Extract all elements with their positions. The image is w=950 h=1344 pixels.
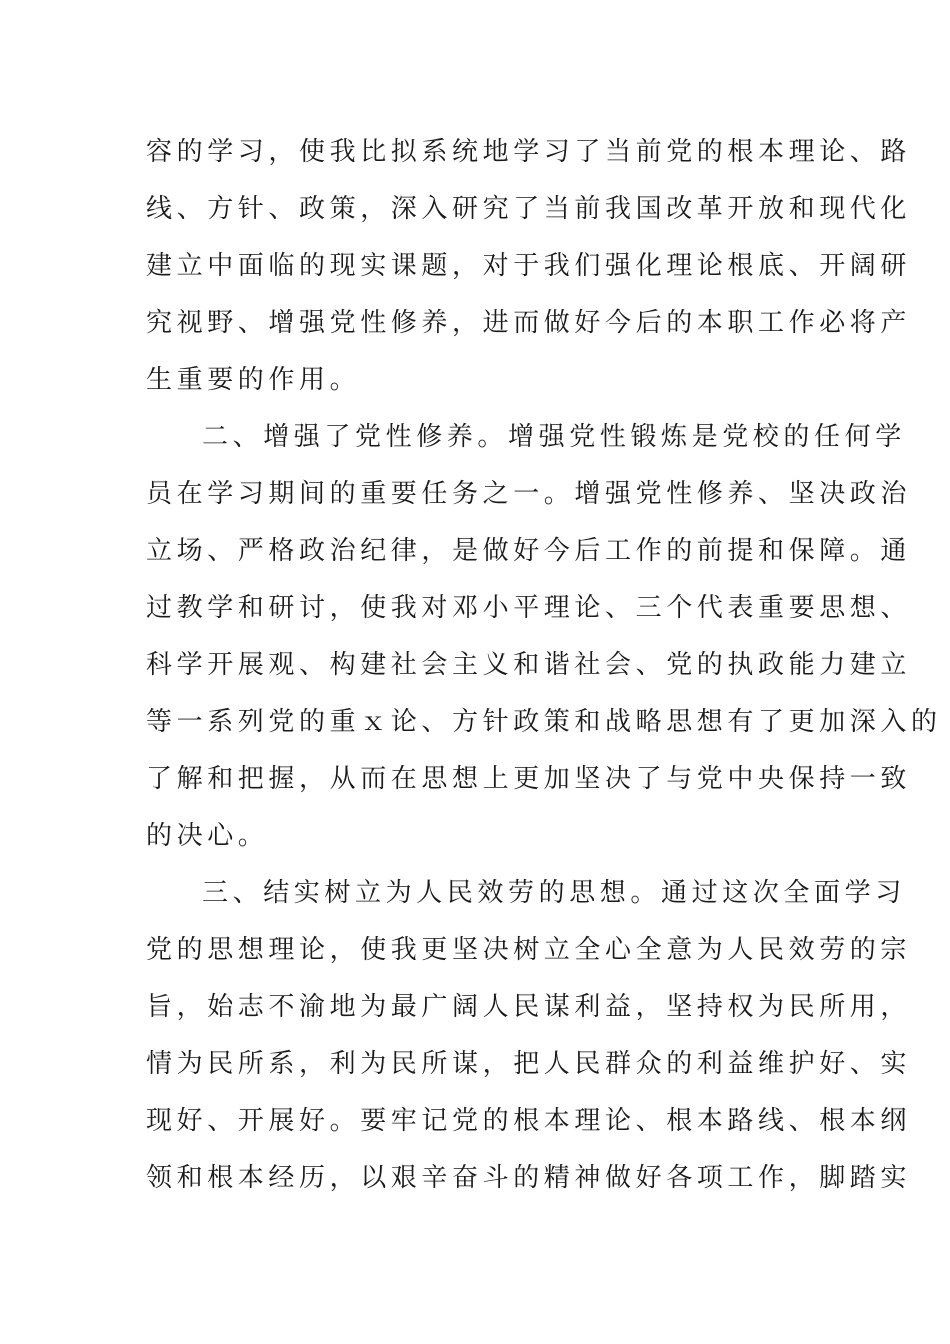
text-line: 等一系列党的重ｘ论、方针政策和战略思想有了更加深入的	[146, 707, 942, 737]
paragraph-two	[146, 409, 942, 865]
text-line-first: 二、增强了党性修养。增强党性锻炼是党校的任何学	[202, 422, 906, 452]
text-line: 生重要的作用。	[146, 365, 361, 395]
text-line: 过教学和研讨，使我对邓小平理论、三个代表重要思想、	[146, 593, 912, 623]
text-line-first: 三、结实树立为人民效劳的思想。通过这次全面学习	[202, 878, 906, 908]
text-line: 容的学习，使我比拟系统地学习了当前党的根本理论、路	[146, 137, 912, 167]
text-line: 情为民所系，利为民所谋，把人民群众的利益维护好、实	[146, 1049, 912, 1079]
text-line: 旨，始志不渝地为最广阔人民谋利益，坚持权为民所用，	[146, 992, 912, 1022]
paragraph-continuation	[146, 124, 912, 409]
text-line: 的决心。	[146, 821, 269, 851]
text-line: 科学开展观、构建社会主义和谐社会、党的执政能力建立	[146, 650, 912, 680]
text-line: 现好、开展好。要牢记党的根本理论、根本路线、根本纲	[146, 1106, 912, 1136]
text-line: 线、方针、政策，深入研究了当前我国改革开放和现代化	[146, 194, 912, 224]
document-body	[146, 124, 942, 1207]
text-line: 了解和把握，从而在思想上更加坚决了与党中央保持一致	[146, 764, 912, 794]
text-line: 建立中面临的现实课题，对于我们强化理论根底、开阔研	[146, 251, 912, 281]
text-line: 立场、严格政治纪律，是做好今后工作的前提和保障。通	[146, 536, 912, 566]
text-line: 究视野、增强党性修养，进而做好今后的本职工作必将产	[146, 308, 912, 338]
text-line: 领和根本经历，以艰辛奋斗的精神做好各项工作，脚踏实	[146, 1163, 912, 1193]
text-line: 员在学习期间的重要任务之一。增强党性修养、坚决政治	[146, 479, 912, 509]
paragraph-three	[146, 865, 912, 1207]
text-line: 党的思想理论，使我更坚决树立全心全意为人民效劳的宗	[146, 935, 912, 965]
